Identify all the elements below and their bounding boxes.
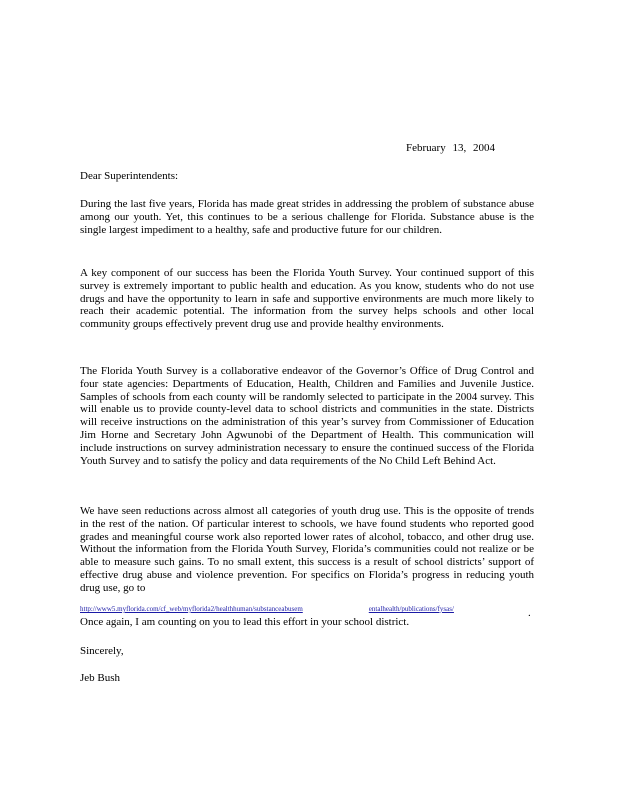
body-paragraph-3: The Florida Youth Survey is a collaborative endeavor of the Governor’s Office of Drug Control and four state agencies: Departments of Education, Health, Children and Families and Juvenile Justice. Samples of schools from each county will be randomly selected to participate in the 2004 survey. This will enable us to provide county-level data to school districts and communities in the state. Districts will receive instructions on the administration of this year’s survey from Commissioner of Education Jim Horne and Secretary John Agwunobi of the Department of Health. This communication will include instructions on survey administration necessary to ensure the continued success of the Florida Youth Survey and to satisfy the policy and data requirements of the No Child Left Behind Act. bbox=[80, 365, 534, 467]
closing-line: Once again, I am counting on you to lead this effort in your school district. bbox=[80, 616, 410, 628]
url-trailing-period: . bbox=[528, 607, 531, 616]
url-line bbox=[80, 603, 534, 616]
sign-off: Sincerely, bbox=[80, 645, 124, 657]
url-part-2: entalhealth/publications/fysas/ bbox=[368, 605, 454, 613]
body-paragraph-4: We have seen reductions across almost all categories of youth drug use. This is the opposite of trends in the rest of the nation. Of particular interest to schools, we have found students who reported good grades and meaningful course work also reported lower rates of alcohol, tobacco, and other drug use. Without the information from the Florida Youth Survey, Florida’s communities could not realize or be able to measure such gains. To no small extent, this success is a result of school districts’ support of effective drug abuse and violence prevention. For specifics on Florida’s progress in reducing youth drug use, go to bbox=[80, 505, 534, 594]
url-part-1: http://www5.myflorida.com/cf_web/myflorida2/healthhuman/substanceabusem bbox=[80, 605, 303, 613]
salutation: Dear Superintendents: bbox=[80, 170, 179, 182]
letter-date: February 13, 2004 bbox=[406, 142, 495, 154]
body-paragraph-1: During the last five years, Florida has made great strides in addressing the problem of substance abuse among our youth. Yet, this continues to be a serious challenge for Florida. Substance abuse is the single largest impediment to a healthy, safe and productive future for our children. bbox=[80, 198, 534, 236]
publications-url-link[interactable] bbox=[80, 603, 528, 616]
body-paragraph-2: A key component of our success has been the Florida Youth Survey. Your continued support of this survey is extremely important to public health and education. As you know, students who do not use drugs and have the opportunity to learn in safe and supportive environments are much more likely to reach their academic potential. The information from the survey helps schools and other local community groups effectively prevent drug use and provide healthy environments. bbox=[80, 267, 534, 331]
signature-name: Jeb Bush bbox=[80, 672, 121, 684]
